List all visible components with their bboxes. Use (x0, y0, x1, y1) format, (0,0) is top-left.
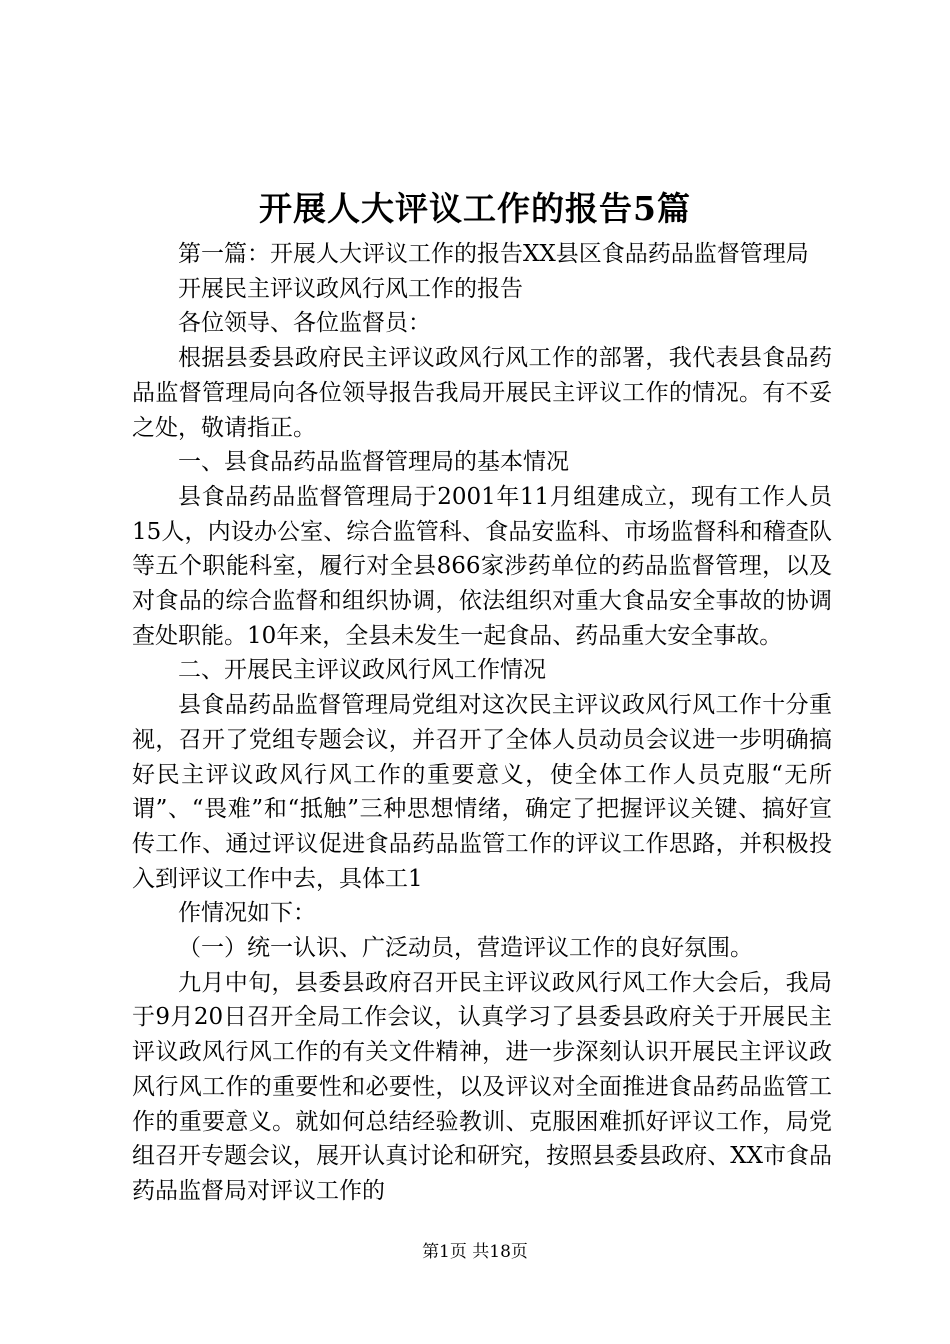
subsection-heading: （一）统一认识、广泛动员，营造评议工作的良好氛围。 (178, 935, 753, 962)
paragraph: 县食品药品监督管理局于2001年11月组建成立，现有工作人员15人，内设办公室、综合监管科、食品安监科、市场监督科和稽查队等五个职能科室，履行对全县866家涉药单位的药品监督管理，以及对食品的综合监督和组织协调，依法组织对重大食品安全事故的协调查处职能。10年来，全县未发生一起食品、药品重大安全事故。 (132, 483, 832, 649)
paragraph: 作情况如下： (178, 900, 316, 927)
paragraph: 各位领导、各位监督员： (178, 310, 431, 337)
section-heading: 一、县食品药品监督管理局的基本情况 (178, 449, 569, 476)
paragraph: 开展民主评议政风行风工作的报告 (178, 275, 523, 302)
paragraph: 根据县委县政府民主评议政风行风工作的部署，我代表县食品药品监督管理局向各位领导报告我局开展民主评议工作的情况。有不妥之处，敬请指正。 (132, 345, 832, 441)
paragraph: 第一篇：开展人大评议工作的报告XX县区食品药品监督管理局 (178, 241, 809, 267)
document-title: 开展人大评议工作的报告5篇 (259, 189, 691, 228)
paragraph: 九月中旬，县委县政府召开民主评议政风行风工作大会后，我局于9月20日召开全局工作会议，认真学习了县委县政府关于开展民主评议政风行风工作的有关文件精神，进一步深刻认识开展民主评议政风行风工作的重要性和必要性，以及评议对全面推进食品药品监管工作的重要意义。就如何总结经验教训、克服困难抓好评议工作，局党组召开专题会议，展开认真讨论和研究，按照县委县政府、XX市食品药品监督局对评议工作的 (132, 969, 832, 1204)
page-footer: 第1页 共18页 (422, 1242, 528, 1262)
paragraph: 县食品药品监督管理局党组对这次民主评议政风行风工作十分重视，召开了党组专题会议，并召开了全体人员动员会议进一步明确搞好民主评议政风行风工作的重要意义，使全体工作人员克服“无所谓”、“畏难”和“抵触”三种思想情绪，确定了把握评议关键、搞好宣传工作、通过评议促进食品药品监管工作的评议工作思路，并积极投入到评议工作中去，具体工1 (132, 692, 832, 892)
document-body (132, 237, 832, 1209)
section-heading: 二、开展民主评议政风行风工作情况 (178, 657, 546, 684)
